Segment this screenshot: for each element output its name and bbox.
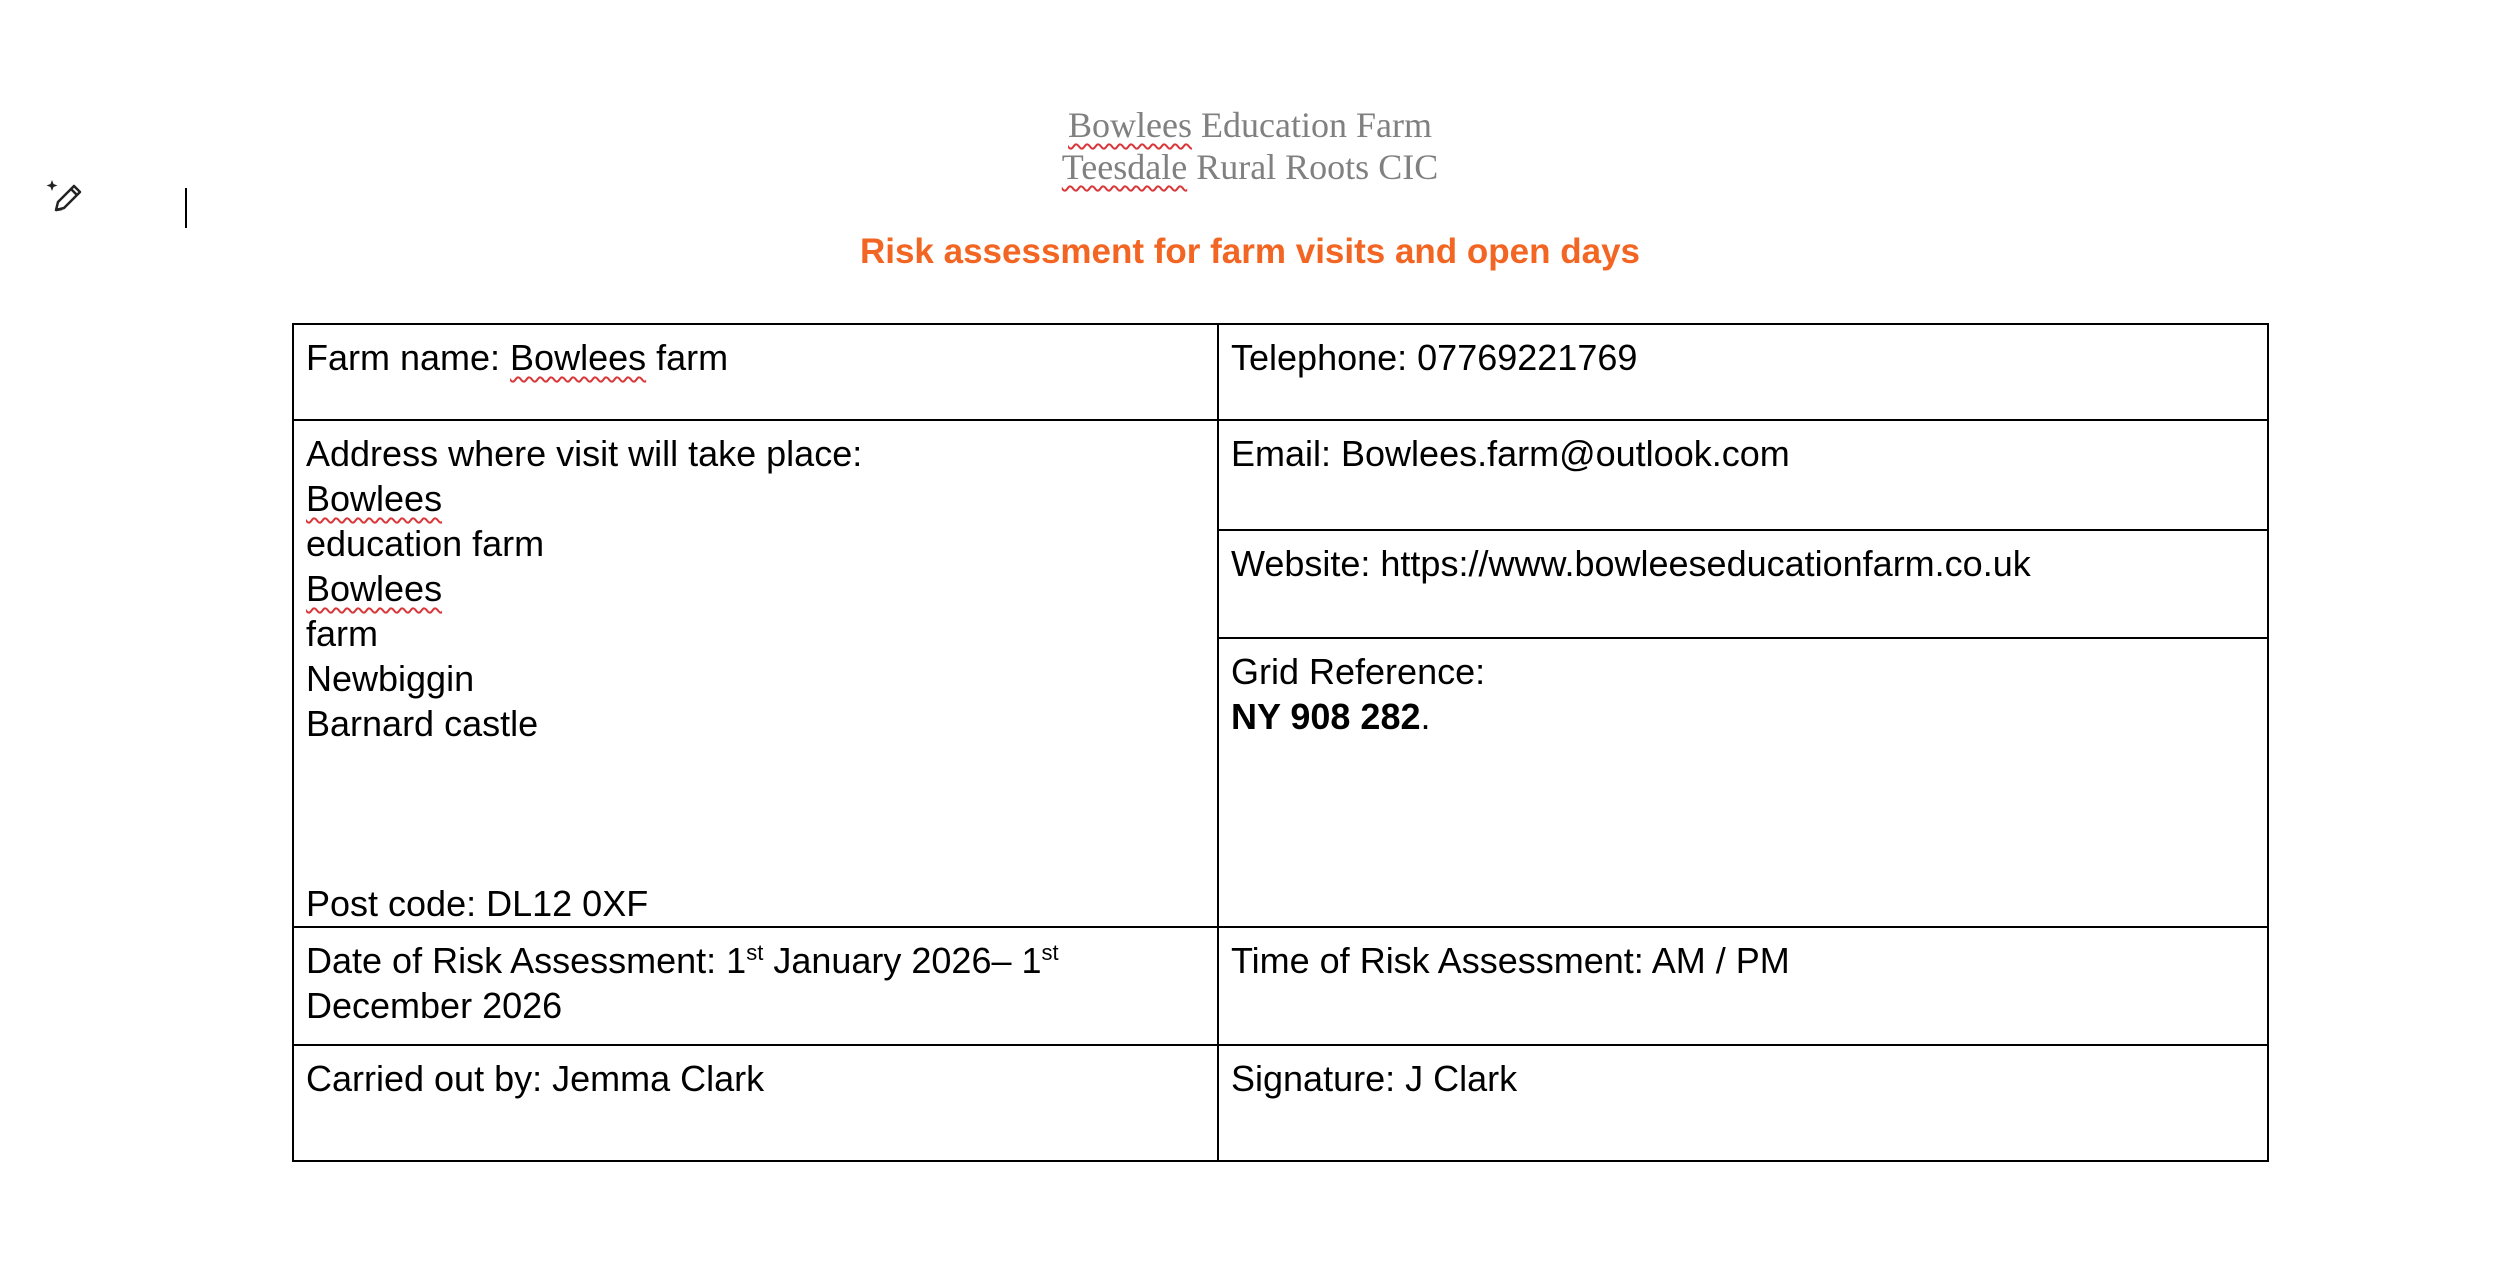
email-cell[interactable]: Email: Bowlees.farm@outlook.com xyxy=(1218,420,2268,530)
carried-out-by-cell[interactable]: Carried out by: Jemma Clark xyxy=(293,1045,1218,1161)
grid-reference-value: NY 908 282 xyxy=(1231,696,1421,738)
website-cell[interactable]: Website: https://www.bowleeseducationfarm.co.uk xyxy=(1218,530,2268,638)
grid-reference-cell[interactable]: Grid Reference: NY 908 282. xyxy=(1218,638,2268,927)
farm-name-cell[interactable]: Farm name: Bowlees farm xyxy=(293,324,1218,420)
document-header xyxy=(0,104,2500,188)
address-lines: Address where visit will take place: Bowlees education farm Bowlees farm Newbiggin Barnard castle xyxy=(306,433,863,744)
header-line-2: Teesdale Rural Roots CIC xyxy=(1061,147,1439,187)
risk-assessment-info-table xyxy=(292,323,2269,1162)
text-cursor xyxy=(185,188,187,228)
postcode: Post code: DL12 0XF xyxy=(306,883,649,924)
time-cell[interactable]: Time of Risk Assessment: AM / PM xyxy=(1218,927,2268,1045)
signature-cell[interactable]: Signature: J Clark xyxy=(1218,1045,2268,1161)
address-cell[interactable] xyxy=(293,420,1218,927)
telephone-cell[interactable]: Telephone: 07769221769 xyxy=(1218,324,2268,420)
document-title: Risk assessment for farm visits and open days xyxy=(859,232,1641,271)
date-cell[interactable]: Date of Risk Assessment: 1st January 2026– 1st December 2026 xyxy=(293,927,1218,1045)
header-line-1: Bowlees Education Farm xyxy=(1068,105,1432,145)
